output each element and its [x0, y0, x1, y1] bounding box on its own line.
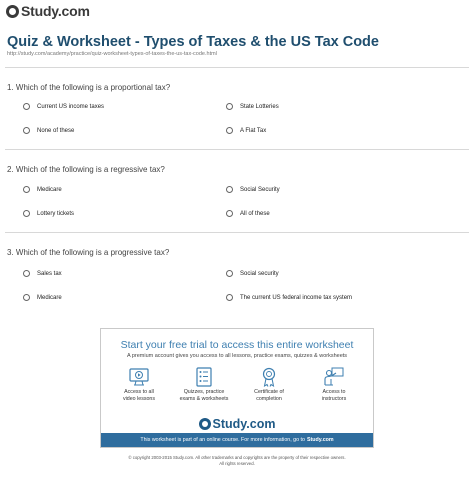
promo-bar-text: This worksheet is part of an online course. For more information, go to: [140, 437, 305, 443]
feature-label-line: Access to all: [124, 389, 154, 395]
video-lessons-icon: [128, 367, 150, 387]
radio-button[interactable]: [226, 186, 233, 193]
radio-button[interactable]: [23, 127, 30, 134]
answer-label: Sales tax: [37, 270, 62, 277]
copyright-line: © copyright 2003-2015 Study.com. All other trademarks and copyrights are the property of their respective owners.: [128, 455, 346, 460]
page-title: Quiz & Worksheet - Types of Taxes & the US Tax Code: [7, 34, 379, 50]
promo-info-bar: [101, 433, 373, 447]
answer-option[interactable]: [23, 210, 74, 217]
radio-button[interactable]: [226, 103, 233, 110]
feature-video-lessons: [109, 367, 169, 403]
promo-bar-link[interactable]: Study.com: [306, 437, 334, 443]
answer-option[interactable]: [226, 103, 279, 110]
feature-label-line: Quizzes, practice: [183, 389, 225, 395]
feature-label-line: exams & worksheets: [179, 396, 229, 402]
divider: [5, 67, 469, 68]
question-2-text: 2. Which of the following is a regressive tax?: [7, 165, 165, 174]
study-logo-icon: [199, 418, 211, 430]
feature-certificate: [239, 367, 299, 403]
feature-label-line: completion: [256, 396, 282, 402]
answer-label: A Flat Tax: [240, 127, 267, 134]
page-url: http://study.com/academy/practice/quiz-worksheet-types-of-taxes-the-us-tax-code.html: [7, 51, 217, 57]
promo-logo-text: Study.com: [212, 417, 276, 431]
feature-quizzes: [174, 367, 234, 403]
answer-label: Lottery tickets: [37, 210, 75, 217]
answer-label: Current US income taxes: [37, 103, 105, 110]
answer-label: All of these: [240, 210, 270, 217]
answer-label: Social Security: [240, 186, 280, 193]
answer-option[interactable]: [23, 270, 62, 277]
answer-label: Social security: [240, 270, 279, 277]
promo-study-logo[interactable]: [101, 417, 373, 431]
promo-subheading: A premium account gives you access to all lessons, practice exams, quizzes & worksheets: [126, 353, 348, 359]
answer-option[interactable]: [226, 294, 352, 301]
radio-button[interactable]: [23, 294, 30, 301]
promo-heading[interactable]: Start your free trial to access this entire worksheet: [120, 339, 354, 351]
feature-label-line: instructors: [321, 396, 347, 402]
answer-option[interactable]: [23, 186, 62, 193]
copyright-line: All rights reserved.: [219, 460, 255, 466]
answer-option[interactable]: [226, 127, 266, 134]
radio-button[interactable]: [23, 186, 30, 193]
answer-option[interactable]: [226, 270, 279, 277]
feature-instructors: [304, 367, 364, 403]
answer-option[interactable]: [23, 294, 62, 301]
feature-label-line: Access to: [322, 389, 346, 395]
copyright-footer: [0, 455, 474, 466]
answer-label: None of these: [37, 127, 75, 134]
radio-button[interactable]: [226, 270, 233, 277]
answer-option[interactable]: [226, 210, 270, 217]
instructor-icon: [323, 367, 345, 387]
answer-label: Medicare: [37, 186, 62, 193]
answer-option[interactable]: [23, 127, 74, 134]
radio-button[interactable]: [23, 270, 30, 277]
answer-label: The current US federal income tax system: [240, 294, 353, 301]
feature-label-line: video lessons: [122, 396, 156, 402]
free-trial-promo: [100, 328, 374, 448]
radio-button[interactable]: [23, 103, 30, 110]
divider: [5, 232, 469, 233]
answer-label: Medicare: [37, 294, 62, 301]
study-logo-icon: [6, 5, 19, 18]
question-1-text: 1. Which of the following is a proportional tax?: [7, 83, 171, 92]
radio-button[interactable]: [226, 210, 233, 217]
radio-button[interactable]: [226, 294, 233, 301]
answer-option[interactable]: [226, 186, 280, 193]
feature-label-line: Certificate of: [254, 389, 284, 395]
radio-button[interactable]: [226, 127, 233, 134]
logo-text: Study.com: [21, 3, 90, 19]
study-logo[interactable]: [6, 3, 90, 19]
question-3-text: 3. Which of the following is a progressive tax?: [7, 248, 170, 257]
divider: [5, 149, 469, 150]
certificate-icon: [258, 367, 280, 387]
quiz-checklist-icon: [193, 367, 215, 387]
radio-button[interactable]: [23, 210, 30, 217]
answer-label: State Lotteries: [240, 103, 279, 110]
answer-option[interactable]: [23, 103, 104, 110]
